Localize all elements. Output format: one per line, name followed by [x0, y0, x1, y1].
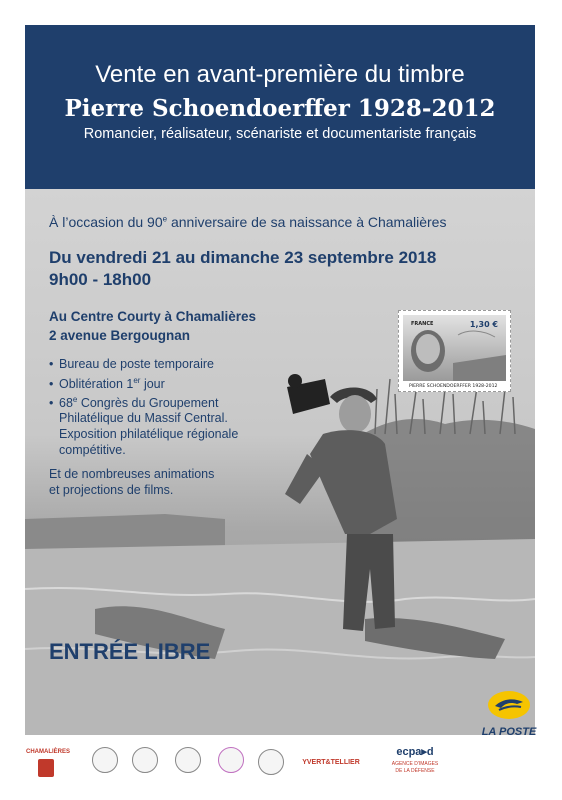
- event-hours: 9h00 - 18h00: [49, 270, 152, 289]
- bullet-text-pre: Oblitération 1: [59, 377, 134, 392]
- chamalieres-crest-icon: [38, 759, 54, 777]
- bullet-item-2: [49, 376, 165, 391]
- stamp-caption: PIERRE SCHOENDOERFFER 1928-2012: [409, 384, 498, 389]
- ecpad-subtitle-2: DE LA DÉFENSE: [395, 768, 435, 774]
- animations-line2: et projections de films.: [49, 483, 174, 497]
- bullet-3-line3: Exposition philatélique régionale: [59, 427, 239, 441]
- bullet-icon: •: [49, 357, 54, 371]
- stamp-image: [398, 310, 511, 392]
- bullet-text-pre: 68: [59, 396, 73, 411]
- bullet-item-3: [49, 395, 218, 410]
- stamp-price: 1,30 €: [469, 320, 498, 329]
- stamp-country: FRANCE: [411, 321, 434, 327]
- bullet-text-post: Congrès du Groupement: [77, 396, 219, 411]
- bullet-sup: e: [72, 395, 78, 404]
- event-place-line1: Au Centre Courty à Chamalières: [49, 309, 257, 324]
- chamalieres-logo: CHAMALIÈRES: [25, 749, 70, 755]
- partner-logo-2: [132, 747, 158, 773]
- occasion-pre: À l’occasion du 90: [49, 214, 163, 230]
- la-poste-label: LA POSTE: [481, 726, 537, 738]
- partner-logo-4: [218, 747, 244, 773]
- occasion-text: [49, 214, 446, 230]
- la-poste-logo: [474, 690, 544, 738]
- background-photo: [25, 189, 535, 735]
- bullet-text-post: jour: [140, 377, 165, 392]
- ecpad-subtitle-1: AGENCE D'IMAGES: [391, 761, 439, 767]
- legal-side-text-left: [6, 40, 16, 730]
- partner-logos: [0, 735, 562, 800]
- bullet-item-1: [49, 357, 214, 371]
- bullet-3-line2: Philatélique du Massif Central.: [59, 411, 228, 425]
- occasion-post: anniversaire de sa naissance à Chamalières: [167, 214, 447, 230]
- entree-libre: ENTRÉE LIBRE: [49, 639, 211, 664]
- header-subtitle: Romancier, réalisateur, scénariste et documentariste français: [83, 126, 477, 142]
- bullet-icon: •: [49, 377, 54, 392]
- legal-side-text-right: [546, 40, 556, 730]
- header-title-line2: Pierre Schoendoerffer 1928-2012: [64, 95, 496, 122]
- bullet-3-line4: compétitive.: [59, 443, 126, 457]
- poster: [25, 25, 535, 735]
- header-title-line1: Vente en avant-première du timbre: [95, 61, 465, 88]
- bullet-icon: •: [49, 396, 54, 411]
- event-details: [25, 189, 535, 735]
- partner-logo-3: [175, 747, 201, 773]
- yvert-tellier-logo: YVERT&TELLIER: [302, 759, 360, 766]
- la-poste-bird-icon: [487, 690, 531, 720]
- bullet-text: Bureau de poste temporaire: [59, 357, 214, 371]
- partner-logo-5: [258, 749, 284, 775]
- ecpad-logo: ecpa▸d: [396, 746, 434, 758]
- animations-line1: Et de nombreuses animations: [49, 467, 215, 481]
- event-dates: Du vendredi 21 au dimanche 23 septembre 2018: [49, 248, 437, 267]
- event-place-line2: 2 avenue Bergougnan: [49, 328, 191, 343]
- stamp-portrait: [403, 315, 506, 381]
- partner-logo-1: [92, 747, 118, 773]
- occasion-sup: e: [162, 214, 168, 224]
- header-banner: [25, 25, 535, 189]
- bullet-sup: er: [133, 376, 141, 385]
